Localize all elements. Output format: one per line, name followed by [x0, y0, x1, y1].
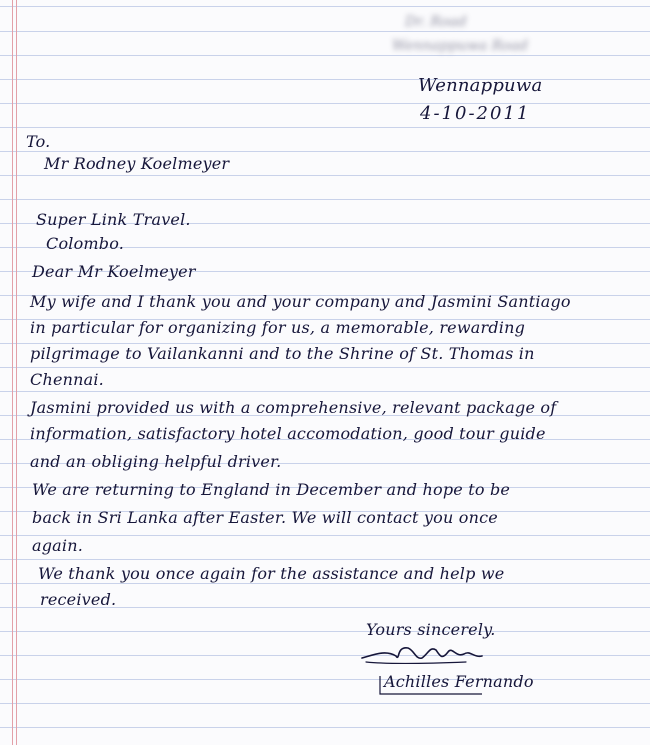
body-line: We thank you once again for the assistance and help we — [38, 564, 505, 583]
closing: Yours sincerely. — [366, 620, 496, 639]
body-line: Chennai. — [30, 370, 104, 389]
body-line: information, satisfactory hotel accomodation, good tour guide — [30, 424, 546, 443]
signature-name: Achilles Fernando — [384, 672, 534, 691]
sender-address-blurred-2: Wennappuwa Road — [392, 38, 528, 54]
body-line: pilgrimage to Vailankanni and to the Shrine of St. Thomas in — [30, 344, 535, 363]
letter-date: 4-10-2011 — [420, 103, 531, 124]
body-line: in particular for organizing for us, a memorable, rewarding — [30, 318, 526, 337]
recipient-city: Colombo. — [46, 234, 125, 253]
to-label: To. — [26, 132, 51, 151]
body-line: received. — [40, 590, 117, 609]
margin-line-inner — [16, 0, 17, 745]
signature-icon — [356, 636, 496, 676]
body-line: back in Sri Lanka after Easter. We will contact you once — [32, 508, 498, 527]
body-line: again. — [32, 536, 84, 555]
body-line: We are returning to England in December and hope to be — [32, 480, 511, 499]
margin-line — [12, 0, 13, 745]
body-line: and an obliging helpful driver. — [30, 452, 282, 471]
signature-underline-icon — [376, 672, 486, 698]
sender-address-blurred-1: Dr. Road — [405, 14, 467, 30]
sender-town: Wennappuwa — [418, 75, 543, 96]
body-line: My wife and I thank you and your company and Jasmini Santiago — [30, 292, 571, 311]
recipient-company: Super Link Travel. — [36, 210, 191, 229]
salutation: Dear Mr Koelmeyer — [32, 262, 196, 281]
body-line: Jasmini provided us with a comprehensive, relevant package of — [30, 398, 557, 417]
recipient-name: Mr Rodney Koelmeyer — [44, 154, 230, 173]
